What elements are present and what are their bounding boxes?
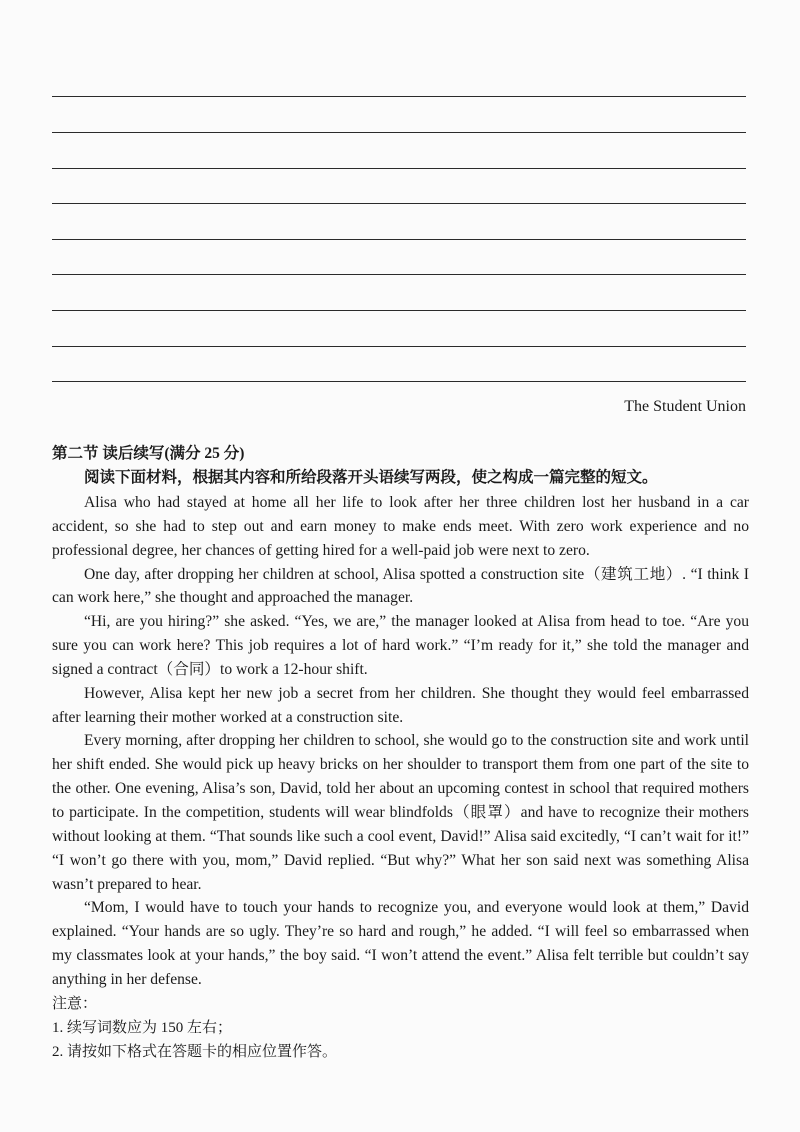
note-item: 2. 请按如下格式在答题卡的相应位置作答。 <box>52 1043 338 1060</box>
passage-paragraph: One day, after dropping her children at school, Alisa spotted a construction site（建筑工地）. “I think I can work here,” she thought and approached the manager. <box>52 565 749 607</box>
answer-line <box>52 381 746 382</box>
note-item: 1. 续写词数应为 150 左右； <box>52 1019 233 1036</box>
notes-heading: 注意： <box>52 996 98 1012</box>
answer-line <box>52 239 746 240</box>
passage-paragraph: “Mom, I would have to touch your hands to recognize you, and everyone would look at them,” David explained. “Your hands are so ugly. They’re so hard and rough,” he added. “I will feel so embarrassed when my classmates look at your hands,” the boy said. “I won’t attend the event.” Alisa felt terrible but couldn’t say anything in her defense. <box>52 899 749 988</box>
answer-line <box>52 203 746 204</box>
passage-paragraph: Alisa who had stayed at home all her life to look after her three children lost her husband in a car accident, so she had to step out and earn money to make ends meet. With zero work experience and no professional degree, her chances of getting hired for a well-paid job were next to zero. <box>52 494 749 559</box>
answer-line <box>52 168 746 169</box>
passage-paragraph: Every morning, after dropping her children to school, she would go to the construction site and work until her shift ended. She would pick up heavy bricks on her shoulder to transport them from one part of the site to the other. One evening, Alisa’s son, David, told her about an upcoming contest in school that required mothers to participate. In the competition, students will wear blindfolds（眼罩）and have to recognize their mothers without looking at them. “That sounds like such a cool event, David!” Alisa said excitedly, “I can’t wait for it!” “I won’t go there with you, mom,” David replied. “But why?” What her son said next was something Alisa wasn’t prepared to hear. <box>52 732 749 893</box>
answer-line <box>52 310 746 311</box>
letter-signature: The Student Union <box>624 398 746 415</box>
answer-line <box>52 274 746 275</box>
notes-section <box>52 993 337 1064</box>
answer-line <box>52 346 746 347</box>
passage-paragraph: However, Alisa kept her new job a secret from her children. She thought they would feel embarrassed after learning their mother worked at a construction site. <box>52 684 749 726</box>
answer-line <box>52 132 746 133</box>
section-title: 第二节 读后续写(满分 25 分) <box>52 445 245 462</box>
answer-line <box>52 96 746 97</box>
reading-passage <box>52 491 749 992</box>
passage-paragraph: “Hi, are you hiring?” she asked. “Yes, we are,” the manager looked at Alisa from head to toe. “Are you sure you can work here? This job requires a lot of hard work.” “I’m ready for it,” she told the manager and signed a contract（合同）to work a 12-hour shift. <box>52 613 749 678</box>
section-instruction: 阅读下面材料，根据其内容和所给段落开头语续写两段，使之构成一篇完整的短文。 <box>84 469 658 486</box>
